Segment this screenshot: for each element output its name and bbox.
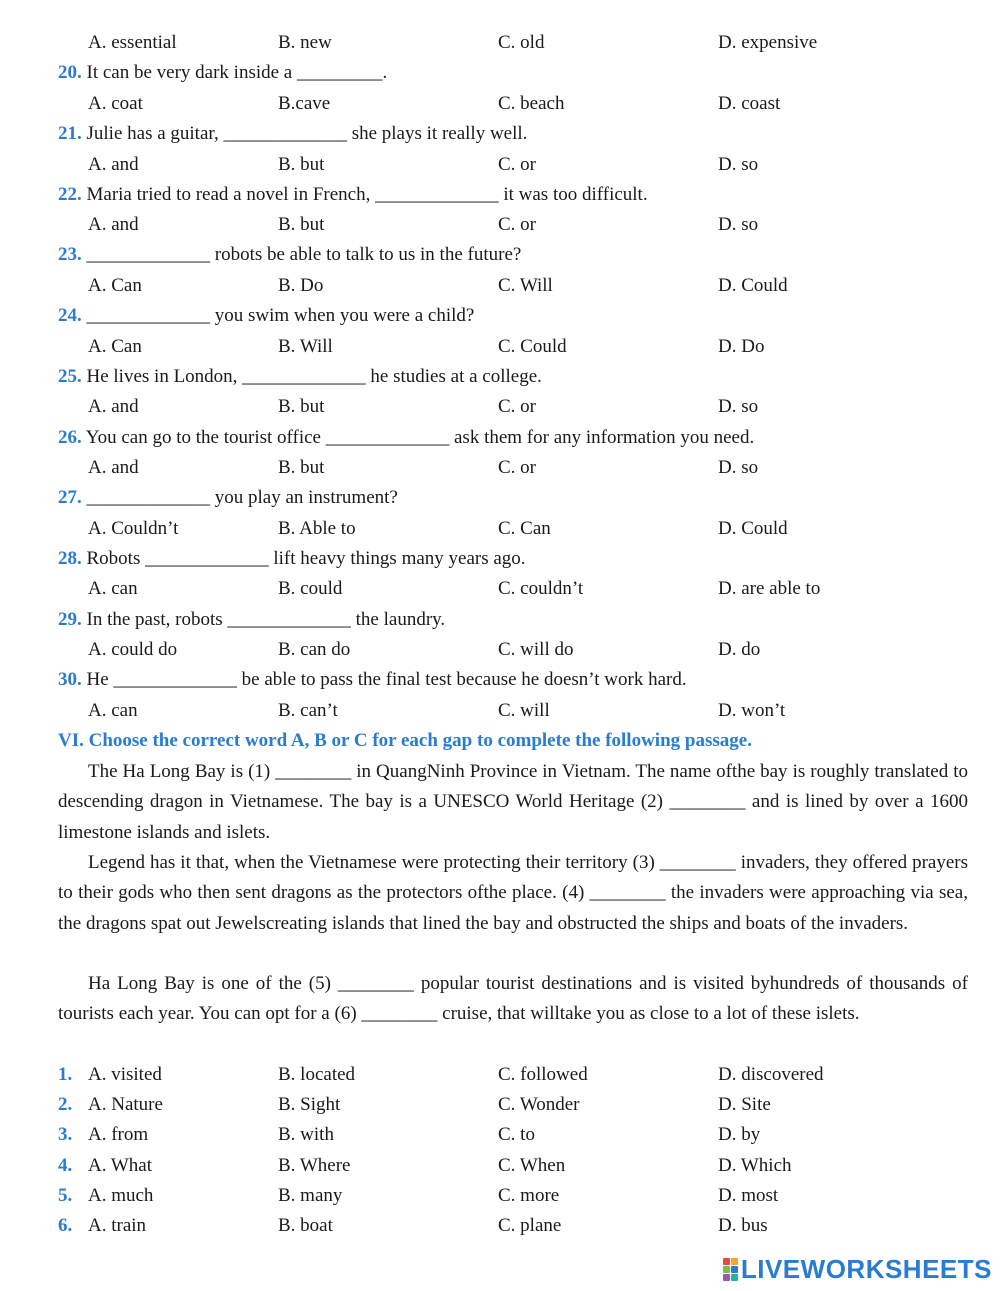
question-22: [58, 180, 968, 210]
option-a[interactable]: A. Can: [88, 336, 142, 357]
question-text: _____________ you play an instrument?: [86, 487, 398, 508]
option-c[interactable]: C. to: [498, 1124, 535, 1145]
options-row: [58, 696, 968, 726]
options-row: [58, 514, 968, 544]
option-a[interactable]: A. coat: [88, 93, 143, 114]
option-b[interactable]: B. with: [278, 1124, 334, 1145]
option-c[interactable]: C. When: [498, 1155, 566, 1176]
option-b[interactable]: B. Where: [278, 1155, 351, 1176]
question-text: He _____________ be able to pass the final test because he doesn’t work hard.: [86, 669, 687, 690]
question-27: [58, 483, 968, 513]
question-23: [58, 240, 968, 270]
option-d[interactable]: D. do: [718, 639, 761, 660]
option-d[interactable]: D. by: [718, 1124, 761, 1145]
passage-question-3: [58, 1120, 968, 1150]
option-b[interactable]: B. but: [278, 457, 325, 478]
question-26: [58, 423, 968, 453]
option-b[interactable]: B. can do: [278, 639, 351, 660]
options-row: [58, 89, 968, 119]
question-number: 29.: [58, 609, 82, 630]
liveworksheets-logo[interactable]: [723, 1255, 992, 1283]
option-a[interactable]: A. could do: [88, 639, 178, 660]
option-a[interactable]: A. Can: [88, 275, 142, 296]
question-28: [58, 544, 968, 574]
passage-paragraph-3: Ha Long Bay is one of the (5) ________ popular tourist destinations and is visited byhundreds of thousands of tourists each year. You can opt for a (6) ________ cruise, that willtake you as close to a lot of these islets.: [58, 973, 968, 1025]
option-b[interactable]: B. located: [278, 1064, 356, 1085]
option-b[interactable]: B. but: [278, 396, 325, 417]
question-30: [58, 665, 968, 695]
option-a[interactable]: A. What: [88, 1155, 153, 1176]
question-number: 30.: [58, 669, 82, 690]
question-number: 21.: [58, 123, 82, 144]
question-number: 28.: [58, 548, 82, 569]
passage-paragraph-2: Legend has it that, when the Vietnamese were protecting their territory (3) ________ invaders, they offered prayers to their gods who then sent dragons as the protectors ofthe place. (4) ________ the invaders were approaching via sea, the dragons spat out Jewelscreating islands that lined the bay and obstructed the ships and boats of the invaders.: [58, 852, 968, 934]
question-24: [58, 301, 968, 331]
question-number: 26.: [58, 427, 82, 448]
options-row: [58, 150, 968, 180]
option-c[interactable]: C. Can: [498, 518, 551, 539]
option-a[interactable]: A. from: [88, 1124, 149, 1145]
question-25: [58, 362, 968, 392]
option-b[interactable]: B. but: [278, 154, 325, 175]
option-b[interactable]: B. Able to: [278, 518, 356, 539]
passage-question-6: [58, 1211, 968, 1241]
question-number: 20.: [58, 62, 82, 83]
option-b[interactable]: B. many: [278, 1185, 343, 1206]
option-b[interactable]: B. Will: [278, 336, 333, 357]
options-row: [58, 453, 968, 483]
passage-question-4: [58, 1151, 968, 1181]
question-number: 4.: [58, 1155, 73, 1176]
option-d[interactable]: D. discovered: [718, 1064, 824, 1085]
options-row: [58, 271, 968, 301]
option-d[interactable]: D. Do: [718, 336, 765, 357]
option-c[interactable]: C. more: [498, 1185, 560, 1206]
option-a[interactable]: A. and: [88, 457, 139, 478]
option-d[interactable]: D. Could: [718, 518, 788, 539]
question-21: [58, 119, 968, 149]
option-c[interactable]: C. will do: [498, 639, 574, 660]
option-d[interactable]: D. Site: [718, 1094, 771, 1115]
option-b[interactable]: B. boat: [278, 1215, 333, 1236]
option-c[interactable]: C. followed: [498, 1064, 588, 1085]
options-row: [58, 574, 968, 604]
question-number: 6.: [58, 1215, 73, 1236]
passage-question-5: [58, 1181, 968, 1211]
question-text: It can be very dark inside a _________.: [86, 62, 388, 83]
option-c[interactable]: C. old: [498, 32, 545, 53]
option-d[interactable]: D. so: [718, 396, 759, 417]
logo-text: LIVEWORKSHEETS: [740, 1253, 992, 1284]
question-number: 22.: [58, 184, 82, 205]
option-c[interactable]: C. couldn’t: [498, 578, 584, 599]
question-number: 25.: [58, 366, 82, 387]
question-number: 2.: [58, 1094, 73, 1115]
option-c[interactable]: C. will: [498, 700, 550, 721]
option-a[interactable]: A. essential: [88, 32, 177, 53]
option-d[interactable]: D. bus: [718, 1215, 768, 1236]
option-b[interactable]: B. can’t: [278, 700, 338, 721]
options-row: [58, 210, 968, 240]
option-a[interactable]: A. Nature: [88, 1094, 163, 1115]
options-row: [58, 392, 968, 422]
option-c[interactable]: C. or: [498, 154, 536, 175]
option-d[interactable]: D. most: [718, 1185, 779, 1206]
option-d[interactable]: D. won’t: [718, 700, 786, 721]
option-c[interactable]: C. beach: [498, 93, 565, 114]
option-b[interactable]: B. Do: [278, 275, 324, 296]
liveworksheets-logo-icon: [723, 1258, 738, 1281]
question-number: 24.: [58, 305, 82, 326]
question-text: He lives in London, _____________ he studies at a college.: [86, 366, 542, 387]
option-b[interactable]: B. new: [278, 32, 332, 53]
option-c[interactable]: C. or: [498, 396, 536, 417]
option-c[interactable]: C. Will: [498, 275, 553, 296]
options-row: [58, 332, 968, 362]
option-c[interactable]: C. Could: [498, 336, 567, 357]
option-d[interactable]: D. Which: [718, 1155, 792, 1176]
option-d[interactable]: D. are able to: [718, 578, 821, 599]
question-number: 3.: [58, 1124, 73, 1145]
options-row: [58, 28, 968, 58]
option-d[interactable]: D. coast: [718, 93, 781, 114]
question-text: Julie has a guitar, _____________ she plays it really well.: [86, 123, 528, 144]
option-b[interactable]: B. Sight: [278, 1094, 341, 1115]
option-c[interactable]: C. Wonder: [498, 1094, 580, 1115]
section-heading: VI. Choose the correct word A, B or C for each gap to complete the following passage.: [58, 730, 752, 751]
option-a[interactable]: A. can: [88, 578, 138, 599]
option-a[interactable]: A. and: [88, 396, 139, 417]
question-text: _____________ you swim when you were a child?: [86, 305, 475, 326]
passage-question-1: [58, 1060, 968, 1090]
question-number: 27.: [58, 487, 82, 508]
option-c[interactable]: C. plane: [498, 1215, 562, 1236]
option-b[interactable]: B.cave: [278, 93, 331, 114]
question-text: Maria tried to read a novel in French, _____________ it was too difficult.: [86, 184, 648, 205]
question-text: _____________ robots be able to talk to us in the future?: [86, 244, 522, 265]
option-a[interactable]: A. and: [88, 154, 139, 175]
option-d[interactable]: D. expensive: [718, 32, 818, 53]
option-c[interactable]: C. or: [498, 457, 536, 478]
option-a[interactable]: A. train: [88, 1215, 147, 1236]
option-a[interactable]: A. Couldn’t: [88, 518, 179, 539]
question-text: Robots _____________ lift heavy things many years ago.: [86, 548, 526, 569]
option-d[interactable]: D. Could: [718, 275, 788, 296]
question-number: 5.: [58, 1185, 73, 1206]
question-number: 23.: [58, 244, 82, 265]
option-a[interactable]: A. can: [88, 700, 138, 721]
question-text: In the past, robots _____________ the laundry.: [86, 609, 446, 630]
option-d[interactable]: D. so: [718, 457, 759, 478]
question-text: You can go to the tourist office _____________ ask them for any information you need.: [85, 427, 755, 448]
passage-question-2: [58, 1090, 968, 1120]
option-a[interactable]: A. visited: [88, 1064, 162, 1085]
option-d[interactable]: D. so: [718, 214, 759, 235]
question-20: [58, 58, 968, 88]
question-29: [58, 605, 968, 635]
option-c[interactable]: C. or: [498, 214, 536, 235]
option-d[interactable]: D. so: [718, 154, 759, 175]
option-a[interactable]: A. and: [88, 214, 139, 235]
option-b[interactable]: B. but: [278, 214, 325, 235]
option-b[interactable]: B. could: [278, 578, 343, 599]
options-row: [58, 635, 968, 665]
passage-paragraph-1: The Ha Long Bay is (1) ________ in QuangNinh Province in Vietnam. The name ofthe bay is roughly translated to descending dragon in Vietnamese. The bay is a UNESCO World Heritage (2) ________ and is lined by over a 1600 limestone islands and islets.: [58, 761, 968, 843]
option-a[interactable]: A. much: [88, 1185, 154, 1206]
question-number: 1.: [58, 1064, 73, 1085]
